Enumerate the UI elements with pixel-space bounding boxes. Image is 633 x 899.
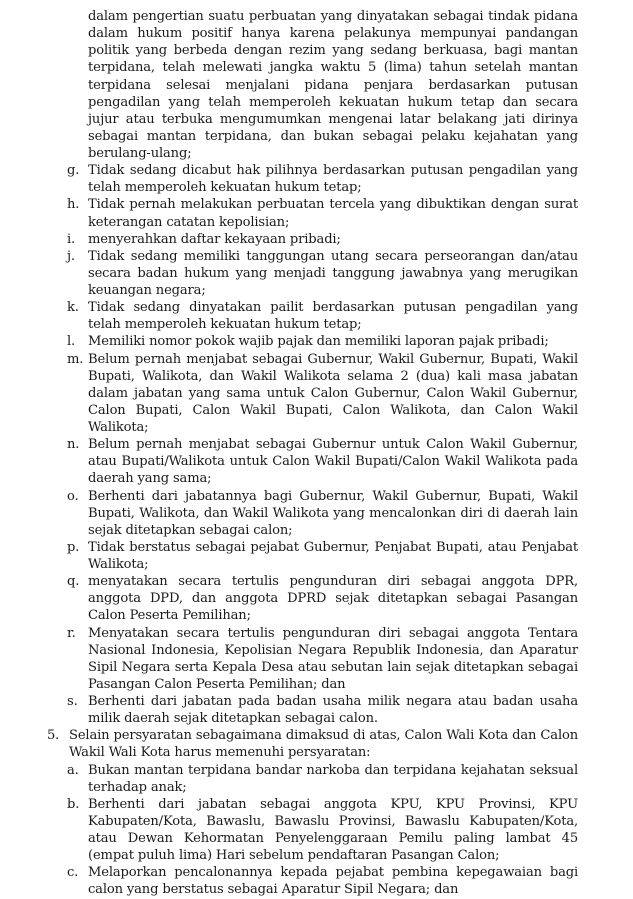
list-marker: s. <box>67 694 78 709</box>
requirements-list-4 <box>0 162 633 727</box>
list-marker: q. <box>67 574 80 590</box>
list-item-text: Berhenti dari jabatan sebagai anggota KPU, KPU Provinsi, KPU Kabupaten/Kota, Bawaslu, Bawaslu Provinsi, Bawaslu Kabupaten/Kota, atau Dewan Kehormatan Penyelenggaraan Pemilu paling lambat 45 (empat puluh lima) Hari sebelum pendaftaran Pasangan Calon; <box>88 796 578 864</box>
list-item-text: Menyatakan secara tertulis pengunduran diri sebagai anggota Tentara Nasional Indonesia, Kepolisian Negara Republik Indonesia, dan Aparatur Sipil Negara serta Kepala Desa atau sebutan lain sejak ditetapkan sebagai Pasangan Calon Peserta Pemilihan; dan <box>88 625 578 692</box>
list-item-text: Tidak sedang dinyatakan pailit berdasarkan putusan pengadilan yang telah memperoleh kekuatan hukum tetap; <box>88 300 578 333</box>
list-item-o <box>67 488 578 539</box>
list-marker: n. <box>67 437 80 453</box>
list-item-b <box>67 796 578 865</box>
list-marker: 5. <box>47 728 60 744</box>
list-item-c <box>67 864 578 898</box>
list-marker: l. <box>67 334 76 350</box>
list-item-n <box>67 436 578 487</box>
list-item-a <box>67 762 578 796</box>
list-item-g <box>67 162 578 196</box>
list-item-text: Selain persyaratan sebagaimana dimaksud di atas, Calon Wali Kota dan Calon Wakil Wali Kota harus memenuhi persyaratan: <box>69 728 578 761</box>
list-item-text: Belum pernah menjabat sebagai Gubernur untuk Calon Wakil Gubernur, atau Bupati/Walikota untuk Calon Wakil Bupati/Calon Wakil Walikota pada daerah yang sama; <box>88 437 578 487</box>
list-marker: k. <box>67 300 79 316</box>
document-page <box>0 8 633 899</box>
list-marker: i. <box>67 231 76 247</box>
list-item-text: Melaporkan pencalonannya kepada pejabat pembina kepegawaian bagi calon yang berstatus sebagai Aparatur Sipil Negara; dan <box>88 865 578 898</box>
list-item-s <box>67 693 578 727</box>
list-marker: c. <box>67 865 79 881</box>
list-item-text: Tidak berstatus sebagai pejabat Gubernur, Penjabat Bupati, atau Penjabat Walikota; <box>88 539 578 572</box>
list-item-q <box>67 573 578 624</box>
list-item-text: Bukan mantan terpidana bandar narkoba dan terpidana kejahatan seksual terhadap anak; <box>88 762 578 795</box>
list-item-text: Berhenti dari jabatannya bagi Gubernur, Wakil Gubernur, Bupati, Wakil Bupati, Walikota, dan Wakil Walikota yang mencalonkan diri di daerah lain sejak ditetapkan sebagai calon; <box>88 488 578 538</box>
list-item-k <box>67 299 578 333</box>
list-item-text: Berhenti dari jabatan pada badan usaha milik negara atau badan usaha milik daerah sejak ditetapkan sebagai calon. <box>88 694 578 727</box>
list-item-r <box>67 625 578 694</box>
list-item-h <box>67 196 578 230</box>
list-item-p <box>67 539 578 573</box>
list-item-text: Memiliki nomor pokok wajib pajak dan memiliki laporan pajak pribadi; <box>88 334 549 350</box>
list-item-text: Tidak sedang dicabut hak pilihnya berdasarkan putusan pengadilan yang telah memperoleh kekuatan hukum tetap; <box>88 163 578 196</box>
list-item-text: Tidak sedang memiliki tanggungan utang secara perseorangan dan/atau secara badan hukum yang menjadi tanggung jawabnya yang merugikan keuangan negara; <box>88 248 578 298</box>
list-marker: r. <box>67 625 76 641</box>
list-marker: a. <box>67 762 79 778</box>
list-marker: g. <box>67 163 80 179</box>
numbered-item-5 <box>47 727 578 761</box>
list-item-text: Tidak pernah melakukan perbuatan tercela yang dibuktikan dengan surat keterangan catatan kepolisian; <box>88 197 578 230</box>
list-item-text: menyatakan secara tertulis pengunduran diri sebagai anggota DPR, anggota DPD, dan anggota DPRD sejak ditetapkan sebagai Pasangan Calon Peserta Pemilihan; <box>88 574 578 624</box>
list-item-text: menyerahkan daftar kekayaan pribadi; <box>88 231 341 247</box>
list-marker: j. <box>67 248 75 264</box>
list-marker: b. <box>67 796 80 812</box>
list-marker: o. <box>67 488 79 504</box>
list-marker: h. <box>67 197 80 213</box>
list-marker: p. <box>67 539 80 555</box>
list-marker: m. <box>67 351 84 367</box>
list-item-i <box>67 231 578 248</box>
list-item-m <box>67 351 578 437</box>
list-item-j <box>67 248 578 299</box>
list-item-text: Belum pernah menjabat sebagai Gubernur, Wakil Gubernur, Bupati, Wakil Bupati, Walikota, dan Wakil Walikota selama 2 (dua) kali masa jabatan dalam jabatan yang sama untuk Calon Gubernur, Calon Wakil Gubernur, Calon Bupati, Calon Wakil Bupati, Calon Walikota, dan Calon Wakil Walikota; <box>88 351 578 435</box>
list-item-l <box>67 333 578 350</box>
continuation-paragraph: dalam pengertian suatu perbuatan yang dinyatakan sebagai tindak pidana dalam hukum positif hanya karena pelakunya mempunyai pandangan politik yang berbeda dengan rezim yang sedang berkuasa, bagi mantan terpidana, telah melewati jangka waktu 5 (lima) tahun setelah mantan terpidana selesai menjalani pidana penjara berdasarkan putusan pengadilan yang telah memperoleh kekuatan hukum tetap dan secara jujur atau terbuka mengumumkan mengenai latar belakang jati dirinya sebagai mantan terpidana, dan bukan sebagai pelaku kejahatan yang berulang-ulang; <box>88 9 578 161</box>
